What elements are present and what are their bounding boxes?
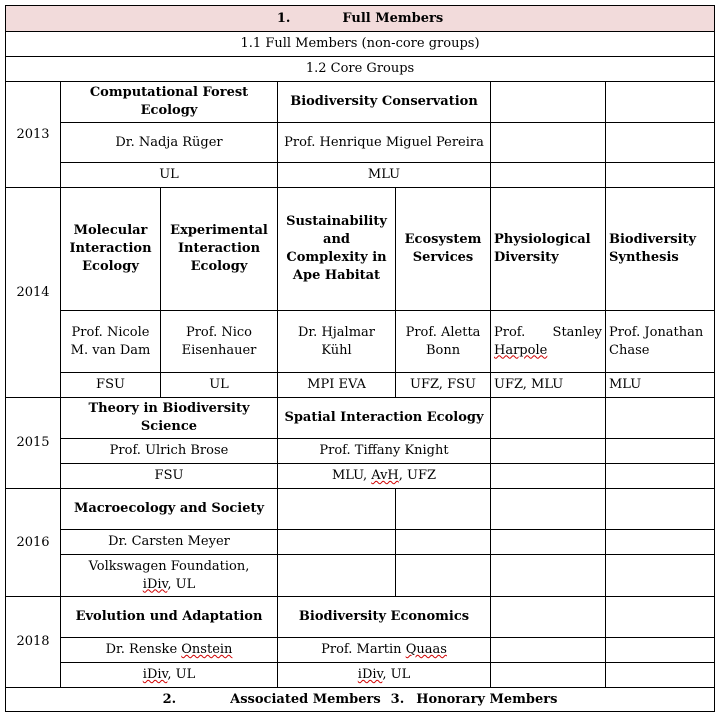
section-header-full-members [6,6,715,32]
associated-number: 2. [162,691,177,707]
subheader-non-core: 1.1 Full Members (non-core groups) [6,32,715,57]
empty-cell [491,663,606,688]
empty-cell [491,597,606,638]
institution-part: , UL [167,667,196,682]
group-name: Molecular Interaction Ecology [61,188,161,311]
group-leader: Prof. Tiffany Knight [278,439,491,464]
group-name: Ecosystem Services [396,188,491,311]
empty-cell [606,163,715,188]
group-institution: MLU [278,163,491,188]
empty-cell [491,638,606,663]
empty-cell [491,555,606,597]
associated-members-label: Associated Members [230,691,381,707]
empty-cell [491,82,606,123]
group-name: Sustainability and Complexity in Ape Habitat [278,188,396,311]
section-footer [6,688,715,712]
leader-last-name: Harpole [494,342,548,358]
group-institution: UL [61,163,278,188]
institution-part: iDiv [357,667,383,682]
empty-cell [606,489,715,530]
group-name: Biodiversity Conservation [278,82,491,123]
year-2015: 2015 [6,398,61,489]
group-name: Macroecology and Society [61,489,278,530]
empty-cell [491,489,606,530]
group-institution [61,555,278,597]
empty-cell [606,638,715,663]
group-institution: MLU [606,373,715,398]
empty-cell [278,489,396,530]
empty-cell [491,464,606,489]
year-2018: 2018 [6,597,61,688]
group-leader [61,638,278,663]
empty-cell [606,597,715,638]
leader-part: Dr. Renske [105,642,182,657]
institution-part: iDiv [142,576,168,592]
year-2014: 2014 [6,188,61,398]
institution-part: , UL [167,576,196,592]
empty-cell [606,555,715,597]
leader-part: Quaas [405,642,447,657]
group-name: Evolution und Adaptation [61,597,278,638]
empty-cell [396,530,491,555]
group-institution: MPI EVA [278,373,396,398]
empty-cell [606,82,715,123]
institution-part: Volkswagen Foundation, [88,558,250,574]
group-name: Physiological Diversity [491,188,606,311]
empty-cell [278,530,396,555]
group-institution: UL [161,373,278,398]
institution-part: AvH [371,468,399,483]
empty-cell [606,464,715,489]
group-leader: Prof. Nicole M. van Dam [61,311,161,373]
group-leader [278,638,491,663]
year-2016: 2016 [6,489,61,597]
leader-part: Prof. Martin [321,642,406,657]
group-institution: FSU [61,464,278,489]
group-institution: FSU [61,373,161,398]
honorary-members-label: Honorary Members [416,691,558,707]
group-leader: Dr. Nadja Rüger [61,123,278,163]
empty-cell [491,163,606,188]
empty-cell [491,530,606,555]
group-leader: Dr. Hjalmar Kühl [278,311,396,373]
group-leader: Prof. Jonathan Chase [606,311,715,373]
institution-part: iDiv [142,667,168,682]
institution-part: , UL [382,667,411,682]
subheader-core-groups: 1.2 Core Groups [6,57,715,82]
empty-cell [278,555,396,597]
group-institution [278,663,491,688]
group-leader: Prof. Henrique Miguel Pereira [278,123,491,163]
group-name: Theory in Biodiversity Science [61,398,278,439]
group-leader: Prof. Aletta Bonn [396,311,491,373]
members-table [5,5,715,712]
group-name: Spatial Interaction Ecology [278,398,491,439]
institution-part: , UFZ [398,468,437,483]
leader-part: Onstein [181,642,233,657]
group-leader: Prof. Nico Eisenhauer [161,311,278,373]
group-name: Computational Forest Ecology [61,82,278,123]
group-leader: Prof. Ulrich Brose [61,439,278,464]
leader-first-name: Stanley [552,324,602,340]
year-2013: 2013 [6,82,61,188]
group-name: Experimental Interaction Ecology [161,188,278,311]
empty-cell [606,663,715,688]
empty-cell [491,398,606,439]
empty-cell [606,398,715,439]
empty-cell [606,123,715,163]
empty-cell [396,555,491,597]
group-institution [61,663,278,688]
group-leader: Dr. Carsten Meyer [61,530,278,555]
empty-cell [491,123,606,163]
empty-cell [396,489,491,530]
section-number: 1. [276,10,291,26]
institution-part: MLU, [331,468,372,483]
leader-title: Prof. [494,324,526,340]
empty-cell [606,439,715,464]
group-institution: UFZ, MLU [491,373,606,398]
group-leader [491,311,606,373]
group-name: Biodiversity Economics [278,597,491,638]
group-institution [278,464,491,489]
group-name: Biodiversity Synthesis [606,188,715,311]
honorary-number: 3. [390,691,405,707]
section-title: Full Members [342,10,444,26]
group-institution: UFZ, FSU [396,373,491,398]
empty-cell [491,439,606,464]
empty-cell [606,530,715,555]
